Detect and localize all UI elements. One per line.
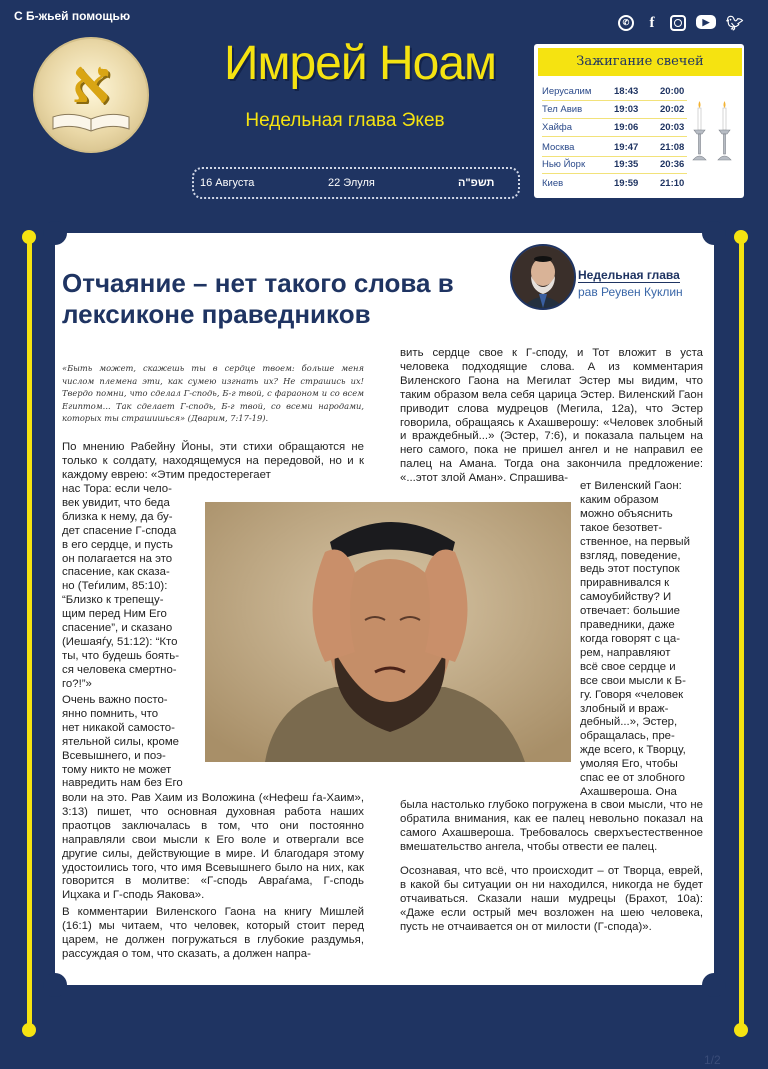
rail-dot bbox=[734, 230, 748, 244]
text-line: ственное, на первый bbox=[580, 535, 690, 548]
table-row bbox=[542, 86, 692, 100]
text-line: он полагается на это bbox=[62, 552, 173, 565]
article-title bbox=[62, 268, 492, 330]
article-paragraph-wrap bbox=[62, 694, 198, 791]
text-line: рем, направляют bbox=[580, 646, 671, 659]
author-name: рав Реувен Куклин bbox=[578, 285, 683, 299]
distressed-man-image bbox=[205, 502, 571, 762]
text-line: злобный и враж- bbox=[580, 702, 669, 715]
text-line: все свои мысли к Б- bbox=[580, 674, 686, 687]
right-rail bbox=[739, 238, 744, 1030]
hebrew-year: תשפ"ה bbox=[458, 177, 495, 189]
text-line: дет спасение Г-спода bbox=[62, 524, 177, 537]
article-paragraph: По мнению Рабейну Йоны, эти стихи обращаются не только к солдату, находящемуся на передовой, но и к каждому еврею: «Этим предостерегает bbox=[62, 441, 364, 481]
lighting-time: 19:35 bbox=[614, 159, 639, 170]
city-name: Хайфа bbox=[542, 122, 573, 133]
author-photo bbox=[512, 246, 574, 308]
blessing-text: С Б-жьей помощью bbox=[14, 9, 131, 23]
text-line: отвечает: большие bbox=[580, 605, 680, 618]
jewish-date: 22 Элуля bbox=[328, 177, 375, 189]
youtube-icon[interactable]: ▶ bbox=[696, 15, 716, 29]
text-line: обращалась, пре- bbox=[580, 730, 675, 743]
text-line: в его сердце, и пусть bbox=[62, 538, 173, 551]
logo bbox=[33, 37, 149, 153]
newsletter-title: Имрей Ноам bbox=[223, 37, 497, 90]
text-line: праведники, даже bbox=[580, 619, 675, 632]
end-time: 20:00 bbox=[660, 86, 685, 97]
text-line: ся человека смертно- bbox=[62, 663, 177, 676]
text-line: спасение”, и сказано bbox=[62, 622, 173, 635]
article-paragraph: вить сердце свое к Г-споду, и Тот вложит в уста человека подходящие слова. А из комментария Виленского Гаона на Мегилат Эстер мы видим, что таким образом вела себя царица Эстер. Виленский Гаон приводит слова мудрецов (Мегила, 12а), что Эстер говорила, обращаясь к Ахашверошу: «Человек злобный и враждебный...» (Эстер, 7:6), и показала пальцем на него самого, пока не пришел ангел и не направил ее палец на Амана. Тогда она закончила предложение: «...этот злой Аман». Спрашива- bbox=[400, 347, 703, 485]
table-row bbox=[542, 104, 692, 118]
article-paragraph: В комментарии Виленского Гаона на книгу Мишлей (16:1) мы читаем, что человек, который стоит перед царем, не должен погружаться в глубокие раздумья, рассуждая о том, что сказать, а должен напра- bbox=[62, 906, 364, 960]
rail-dot bbox=[734, 1023, 748, 1037]
text-line: когда говорят с ца- bbox=[580, 632, 681, 645]
text-line: век увидит, что беда bbox=[62, 496, 170, 509]
text-line: гу. Говоря «человек bbox=[580, 688, 684, 701]
text-line: тому никто не может bbox=[62, 763, 172, 776]
city-name: Иерусалим bbox=[542, 86, 592, 97]
lighting-time: 18:43 bbox=[614, 86, 639, 97]
text-line: Всевышнего, и поэ- bbox=[62, 749, 166, 762]
weekly-portion: Недельная глава Экев bbox=[245, 110, 445, 131]
end-time: 21:08 bbox=[660, 142, 685, 153]
text-line: щим перед Ним Его bbox=[62, 608, 167, 621]
city-name: Киев bbox=[542, 178, 564, 189]
text-line: умоляя Его, чтобы bbox=[580, 758, 678, 771]
end-time: 20:03 bbox=[660, 122, 685, 133]
text-line: ведь этот поступок bbox=[580, 563, 680, 576]
table-row bbox=[542, 122, 692, 136]
text-line: взгляд, поведение, bbox=[580, 549, 681, 562]
text-line: каким образом bbox=[580, 493, 659, 506]
candlesticks-icon bbox=[690, 98, 738, 164]
text-line: спас ее от злобного bbox=[580, 772, 685, 785]
text-line: ет Виленский Гаон: bbox=[580, 480, 682, 492]
facebook-icon[interactable]: f bbox=[649, 15, 655, 31]
text-line: приравнивался к bbox=[580, 577, 670, 590]
logo-letter: א bbox=[71, 47, 111, 117]
article-paragraph: Осознавая, что всё, что происходит – от Творца, еврей, в какой бы ситуации он ни находился, никогда не будет отчаиваться. Сказали наши мудрецы (Брахот, 10а): «Даже если острый меч возложен на шею человека, пусть не отчаивается он от милости (Г-спода)». bbox=[400, 865, 703, 933]
book-icon bbox=[51, 111, 131, 133]
social-links bbox=[618, 15, 742, 31]
text-line: нас Тора: если чело- bbox=[62, 483, 172, 495]
text-line: всё свое сердце и bbox=[580, 660, 676, 673]
author-label[interactable]: Недельная глава bbox=[578, 268, 680, 282]
text-line: можно объяснить bbox=[580, 507, 673, 520]
text-line: близка к нему, да бу- bbox=[62, 510, 173, 523]
lighting-time: 19:06 bbox=[614, 122, 639, 133]
text-line: “Близко к трепещу- bbox=[62, 594, 164, 607]
article-paragraph-wrap bbox=[62, 483, 198, 692]
article-paragraph: воли на это. Рав Хаим из Воложина («Нефеш ѓа-Хаим», 3:13) пишет, что основная духовная работа наших праотцов заключалась в том, что они постоянно направляли свои мысли к Его воле и отвергали все другие силы, действующие в мире. И благодаря этому удостоились того, что имя Всевышнего было на них, как говорится в молитве: «Г-сподь Авраѓама, Г-сподь Ицхака и Г-сподь Яакова». bbox=[62, 792, 364, 902]
text-line: жде всего, к Творцу, bbox=[580, 744, 686, 757]
article-title-line: лексиконе праведников bbox=[62, 299, 371, 329]
author-avatar bbox=[510, 244, 576, 310]
twitter-icon[interactable]: 🐦︎ bbox=[726, 15, 744, 31]
article-title-line: Отчаяние – нет такого слова в bbox=[62, 268, 454, 298]
text-line: ятельной силы, кроме bbox=[62, 735, 179, 748]
end-time: 20:02 bbox=[660, 104, 685, 115]
article-paragraph: была настолько глубоко погружена в свои мысли, что не обратила внимания, как ее палец невольно показал на самого Ахашвероша. Требовалось сверхъестественное вмешательство ангела, чтобы отвести ее палец. bbox=[400, 799, 703, 853]
page-number: 1/2 bbox=[704, 1053, 721, 1067]
text-line: самоубийству? И bbox=[580, 591, 672, 604]
text-line: но (Теѓилим, 85:10): bbox=[62, 580, 168, 593]
table-row bbox=[542, 159, 692, 173]
table-row bbox=[542, 142, 692, 156]
end-time: 21:10 bbox=[660, 178, 685, 189]
rail-dot bbox=[22, 230, 36, 244]
city-name: Москва bbox=[542, 142, 575, 153]
scripture-quote: «Быть может, скажешь ты в сердце твоем: больше меня числом племена эти, как сумею изгнать их? Не страшись их! Твердо помни, что сделал Г-сподь, Б-г твой, с фараоном и со всем Египтом... Так сделает Г-сподь, Б-г твой, со всеми народами, которых ты страшишься» (Дварим, 7:17-19). bbox=[62, 363, 364, 423]
lighting-time: 19:47 bbox=[614, 142, 639, 153]
text-line: Ахашвероша. Она bbox=[580, 785, 677, 798]
table-row bbox=[542, 178, 692, 192]
text-line: дебный...», Эстер, bbox=[580, 716, 678, 729]
article-photo bbox=[205, 502, 571, 762]
lighting-time: 19:03 bbox=[614, 104, 639, 115]
lighting-time: 19:59 bbox=[614, 178, 639, 189]
city-name: Тел Авив bbox=[542, 104, 583, 115]
whatsapp-icon[interactable]: ✆ bbox=[618, 15, 634, 31]
rail-dot bbox=[22, 1023, 36, 1037]
text-line: Очень важно посто- bbox=[62, 694, 168, 706]
city-name: Нью Йорк bbox=[542, 159, 586, 170]
text-line: такое безответ- bbox=[580, 521, 663, 534]
text-line: го?!”» bbox=[62, 677, 92, 690]
gregorian-date: 16 Августа bbox=[200, 177, 255, 189]
article-paragraph-wrap bbox=[580, 480, 703, 800]
candle-lighting-title: Зажигание свечей bbox=[538, 48, 742, 76]
text-line: навредить нам без Его bbox=[62, 777, 183, 790]
text-line: нет никакой самосто- bbox=[62, 721, 175, 734]
text-line: ты, что будешь боять- bbox=[62, 649, 180, 662]
text-line: (Иешаяѓу, 51:12): “Кто bbox=[62, 635, 178, 648]
end-time: 20:36 bbox=[660, 159, 685, 170]
text-line: спасение, как сказа- bbox=[62, 566, 170, 579]
instagram-icon[interactable] bbox=[670, 15, 686, 31]
text-line: янно помнить, что bbox=[62, 707, 159, 720]
date-bar bbox=[192, 167, 520, 199]
left-rail bbox=[27, 238, 32, 1030]
